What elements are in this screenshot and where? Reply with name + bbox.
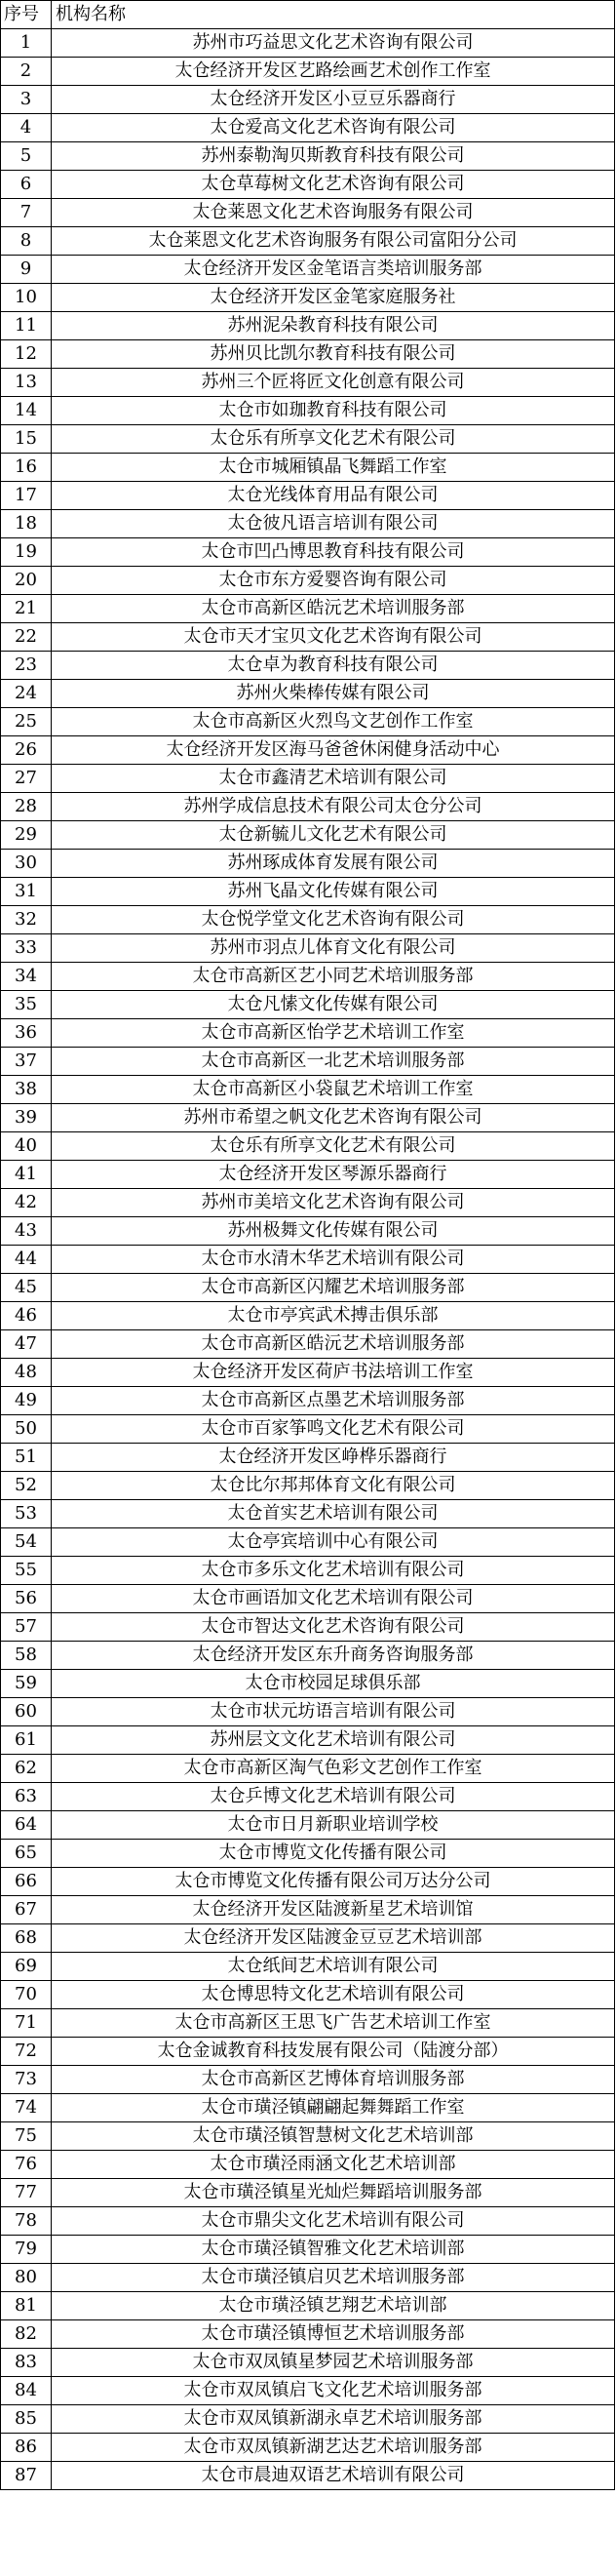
- organization-name-cell: 苏州贝比凯尔教育科技有限公司: [52, 340, 615, 369]
- serial-number-cell: 56: [1, 1585, 52, 1613]
- table-row: [1, 1302, 615, 1330]
- table-row: [1, 1670, 615, 1698]
- organization-name-cell: 太仓乐有所享文化艺术有限公司: [52, 1132, 615, 1161]
- organization-name-cell: 太仓市水清木华艺术培训有限公司: [52, 1246, 615, 1274]
- serial-number-cell: 37: [1, 1048, 52, 1076]
- organization-name-cell: 苏州层文文化艺术培训有限公司: [52, 1726, 615, 1755]
- organization-name-cell: 太仓市高新区一北艺术培训服务部: [52, 1048, 615, 1076]
- serial-number-cell: 35: [1, 991, 52, 1019]
- organization-name-cell: 太仓市博览文化传播有限公司万达分公司: [52, 1868, 615, 1896]
- serial-number-cell: 44: [1, 1246, 52, 1274]
- table-row: [1, 29, 615, 58]
- serial-number-cell: 55: [1, 1557, 52, 1585]
- organization-name-cell: 太仓经济开发区琴源乐器商行: [52, 1161, 615, 1189]
- organization-name-cell: 太仓经济开发区金笔家庭服务社: [52, 284, 615, 312]
- table-row: [1, 1953, 615, 1981]
- table-row: [1, 114, 615, 142]
- organization-name-cell: 太仓市凹凸博思教育科技有限公司: [52, 538, 615, 567]
- table-row: [1, 1981, 615, 2009]
- table-row: [1, 1642, 615, 1670]
- serial-number-cell: 26: [1, 736, 52, 765]
- table-row: [1, 1924, 615, 1953]
- serial-number-cell: 43: [1, 1217, 52, 1246]
- table-row: [1, 1274, 615, 1302]
- serial-number-cell: 1: [1, 29, 52, 58]
- organization-name-cell: 太仓市画语加文化艺术培训有限公司: [52, 1585, 615, 1613]
- table-row: [1, 1246, 615, 1274]
- serial-number-cell: 76: [1, 2151, 52, 2179]
- organization-name-cell: 太仓乐有所享文化艺术有限公司: [52, 425, 615, 454]
- table-row: [1, 1048, 615, 1076]
- table-row: [1, 2434, 615, 2462]
- organization-name-cell: 太仓市璜泾镇艺翔艺术培训部: [52, 2292, 615, 2320]
- organization-name-cell: 太仓市璜泾镇智慧树文化艺术培训部: [52, 2122, 615, 2151]
- table-row: [1, 510, 615, 538]
- organization-name-cell: 太仓比尔邦邦体育文化有限公司: [52, 1472, 615, 1500]
- serial-number-cell: 53: [1, 1500, 52, 1528]
- table-row: [1, 199, 615, 227]
- table-row: [1, 1359, 615, 1387]
- table-row: [1, 425, 615, 454]
- table-row: [1, 595, 615, 623]
- table-row: [1, 652, 615, 680]
- serial-number-cell: 31: [1, 878, 52, 906]
- serial-number-cell: 49: [1, 1387, 52, 1415]
- serial-number-cell: 32: [1, 906, 52, 934]
- organization-name-cell: 太仓彼凡语言培训有限公司: [52, 510, 615, 538]
- organization-name-cell: 太仓悦学堂文化艺术咨询有限公司: [52, 906, 615, 934]
- table-row: [1, 1840, 615, 1868]
- serial-number-cell: 46: [1, 1302, 52, 1330]
- organization-name-cell: 太仓经济开发区陆渡新星艺术培训馆: [52, 1896, 615, 1924]
- serial-number-cell: 12: [1, 340, 52, 369]
- table-row: [1, 312, 615, 340]
- serial-number-cell: 74: [1, 2094, 52, 2122]
- organization-name-cell: 太仓市璜泾镇启贝艺术培训服务部: [52, 2264, 615, 2292]
- organization-name-cell: 太仓市东方爱婴咨询有限公司: [52, 567, 615, 595]
- organization-name-cell: 太仓首实艺术培训有限公司: [52, 1500, 615, 1528]
- organization-name-cell: 太仓经济开发区陆渡金豆豆艺术培训部: [52, 1924, 615, 1953]
- serial-number-cell: 77: [1, 2179, 52, 2207]
- serial-number-cell: 62: [1, 1755, 52, 1783]
- table-row: [1, 793, 615, 821]
- serial-number-cell: 40: [1, 1132, 52, 1161]
- organization-name-cell: 太仓经济开发区荷庐书法培训工作室: [52, 1359, 615, 1387]
- organization-name-cell: 太仓市高新区淘气色彩文艺创作工作室: [52, 1755, 615, 1783]
- serial-number-cell: 50: [1, 1415, 52, 1444]
- organization-name-cell: 太仓市高新区皓沅艺术培训服务部: [52, 595, 615, 623]
- serial-number-cell: 10: [1, 284, 52, 312]
- table-row: [1, 1500, 615, 1528]
- organization-name-cell: 苏州市巧益思文化艺术咨询有限公司: [52, 29, 615, 58]
- table-row: [1, 963, 615, 991]
- serial-number-cell: 57: [1, 1613, 52, 1642]
- serial-number-cell: 58: [1, 1642, 52, 1670]
- organization-name-cell: 太仓市状元坊语言培训有限公司: [52, 1698, 615, 1726]
- serial-number-cell: 4: [1, 114, 52, 142]
- serial-number-cell: 20: [1, 567, 52, 595]
- header-organization-name: 机构名称: [52, 1, 615, 29]
- serial-number-cell: 19: [1, 538, 52, 567]
- table-row: [1, 1472, 615, 1500]
- serial-number-cell: 69: [1, 1953, 52, 1981]
- table-row: [1, 1698, 615, 1726]
- table-row: [1, 1783, 615, 1811]
- organization-name-cell: 苏州极舞文化传媒有限公司: [52, 1217, 615, 1246]
- organization-name-cell: 太仓经济开发区艺路绘画艺术创作工作室: [52, 58, 615, 86]
- organization-name-cell: 太仓纸间艺术培训有限公司: [52, 1953, 615, 1981]
- organization-name-cell: 太仓市璜泾雨涵文化艺术培训部: [52, 2151, 615, 2179]
- serial-number-cell: 7: [1, 199, 52, 227]
- organization-name-cell: 苏州市羽点儿体育文化有限公司: [52, 934, 615, 963]
- organization-name-cell: 太仓市璜泾镇翩翩起舞舞蹈工作室: [52, 2094, 615, 2122]
- organization-name-cell: 太仓爱高文化艺术咨询有限公司: [52, 114, 615, 142]
- organization-name-cell: 太仓草莓树文化艺术咨询有限公司: [52, 171, 615, 199]
- table-row: [1, 2179, 615, 2207]
- table-row: [1, 1217, 615, 1246]
- organization-name-cell: 太仓市鑫清艺术培训有限公司: [52, 765, 615, 793]
- serial-number-cell: 85: [1, 2405, 52, 2434]
- table-row: [1, 2377, 615, 2405]
- organization-name-cell: 苏州琢成体育发展有限公司: [52, 850, 615, 878]
- serial-number-cell: 42: [1, 1189, 52, 1217]
- table-row: [1, 397, 615, 425]
- table-row: [1, 736, 615, 765]
- table-row: [1, 1868, 615, 1896]
- serial-number-cell: 51: [1, 1444, 52, 1472]
- serial-number-cell: 38: [1, 1076, 52, 1104]
- serial-number-cell: 39: [1, 1104, 52, 1132]
- organization-name-cell: 太仓市晨迪双语艺术培训有限公司: [52, 2462, 615, 2490]
- organization-name-cell: 太仓博思特文化艺术培训有限公司: [52, 1981, 615, 2009]
- serial-number-cell: 83: [1, 2349, 52, 2377]
- serial-number-cell: 70: [1, 1981, 52, 2009]
- table-row: [1, 1387, 615, 1415]
- table-row: [1, 227, 615, 256]
- table-row: [1, 256, 615, 284]
- organization-name-cell: 太仓市高新区火烈鸟文艺创作工作室: [52, 708, 615, 736]
- table-row: [1, 1415, 615, 1444]
- organization-name-cell: 太仓莱恩文化艺术咨询服务有限公司: [52, 199, 615, 227]
- table-row: [1, 2320, 615, 2349]
- table-row: [1, 1585, 615, 1613]
- serial-number-cell: 68: [1, 1924, 52, 1953]
- serial-number-cell: 41: [1, 1161, 52, 1189]
- organization-name-cell: 苏州市希望之帆文化艺术咨询有限公司: [52, 1104, 615, 1132]
- organization-name-cell: 太仓市璜泾镇星光灿烂舞蹈培训服务部: [52, 2179, 615, 2207]
- header-serial-number: 序号: [1, 1, 52, 29]
- organization-name-cell: 太仓市高新区艺博体育培训服务部: [52, 2066, 615, 2094]
- organization-name-cell: 太仓市双凤镇新湖艺达艺术培训服务部: [52, 2434, 615, 2462]
- organization-name-cell: 苏州学成信息技术有限公司太仓分公司: [52, 793, 615, 821]
- table-row: [1, 567, 615, 595]
- table-row: [1, 86, 615, 114]
- serial-number-cell: 15: [1, 425, 52, 454]
- table-row: [1, 623, 615, 652]
- table-row: [1, 538, 615, 567]
- table-row: [1, 2094, 615, 2122]
- organization-name-cell: 太仓凡愫文化传媒有限公司: [52, 991, 615, 1019]
- serial-number-cell: 8: [1, 227, 52, 256]
- serial-number-cell: 71: [1, 2009, 52, 2038]
- table-row: [1, 1076, 615, 1104]
- organization-name-cell: 太仓亭宾培训中心有限公司: [52, 1528, 615, 1557]
- organization-name-cell: 太仓市高新区闪耀艺术培训服务部: [52, 1274, 615, 1302]
- table-row: [1, 680, 615, 708]
- header-row: [1, 1, 615, 29]
- organization-name-cell: 太仓市城厢镇晶飞舞蹈工作室: [52, 454, 615, 482]
- table-row: [1, 2349, 615, 2377]
- table-row: [1, 934, 615, 963]
- organization-name-cell: 太仓市双凤镇启飞文化艺术培训服务部: [52, 2377, 615, 2405]
- serial-number-cell: 11: [1, 312, 52, 340]
- serial-number-cell: 3: [1, 86, 52, 114]
- organization-name-cell: 太仓经济开发区峥桦乐器商行: [52, 1444, 615, 1472]
- organization-name-cell: 苏州三个匠将匠文化创意有限公司: [52, 369, 615, 397]
- serial-number-cell: 27: [1, 765, 52, 793]
- serial-number-cell: 64: [1, 1811, 52, 1840]
- serial-number-cell: 9: [1, 256, 52, 284]
- organization-name-cell: 太仓市高新区王思飞广告艺术培训工作室: [52, 2009, 615, 2038]
- table-row: [1, 1104, 615, 1132]
- table-row: [1, 878, 615, 906]
- serial-number-cell: 2: [1, 58, 52, 86]
- organization-name-cell: 太仓市多乐文化艺术培训有限公司: [52, 1557, 615, 1585]
- organization-name-cell: 太仓金诚教育科技发展有限公司（陆渡分部）: [52, 2038, 615, 2066]
- organization-name-cell: 太仓市高新区艺小同艺术培训服务部: [52, 963, 615, 991]
- organization-name-cell: 太仓市双凤镇星梦园艺术培训服务部: [52, 2349, 615, 2377]
- serial-number-cell: 21: [1, 595, 52, 623]
- table-row: [1, 1613, 615, 1642]
- table-row: [1, 2236, 615, 2264]
- serial-number-cell: 5: [1, 142, 52, 171]
- serial-number-cell: 13: [1, 369, 52, 397]
- table-row: [1, 1726, 615, 1755]
- serial-number-cell: 81: [1, 2292, 52, 2320]
- organization-name-cell: 太仓市天才宝贝文化艺术咨询有限公司: [52, 623, 615, 652]
- organization-name-cell: 太仓市日月新职业培训学校: [52, 1811, 615, 1840]
- table-row: [1, 2292, 615, 2320]
- serial-number-cell: 34: [1, 963, 52, 991]
- serial-number-cell: 61: [1, 1726, 52, 1755]
- serial-number-cell: 67: [1, 1896, 52, 1924]
- organization-name-cell: 太仓市高新区点墨艺术培训服务部: [52, 1387, 615, 1415]
- table-row: [1, 171, 615, 199]
- table-row: [1, 142, 615, 171]
- serial-number-cell: 73: [1, 2066, 52, 2094]
- organization-name-cell: 苏州飞晶文化传媒有限公司: [52, 878, 615, 906]
- table-row: [1, 2264, 615, 2292]
- serial-number-cell: 84: [1, 2377, 52, 2405]
- organization-name-cell: 太仓市璜泾镇智雅文化艺术培训部: [52, 2236, 615, 2264]
- table-row: [1, 1528, 615, 1557]
- serial-number-cell: 25: [1, 708, 52, 736]
- table-row: [1, 2009, 615, 2038]
- organization-name-cell: 苏州泰勒淘贝斯教育科技有限公司: [52, 142, 615, 171]
- serial-number-cell: 30: [1, 850, 52, 878]
- organization-name-cell: 太仓乒博文化艺术培训有限公司: [52, 1783, 615, 1811]
- table-row: [1, 821, 615, 850]
- organization-name-cell: 苏州市美培文化艺术咨询有限公司: [52, 1189, 615, 1217]
- table-row: [1, 1811, 615, 1840]
- table-row: [1, 1019, 615, 1048]
- table-row: [1, 2207, 615, 2236]
- serial-number-cell: 82: [1, 2320, 52, 2349]
- serial-number-cell: 22: [1, 623, 52, 652]
- table-row: [1, 2405, 615, 2434]
- table-body: [1, 29, 615, 2490]
- serial-number-cell: 47: [1, 1330, 52, 1359]
- organization-name-cell: 太仓经济开发区海马爸爸休闲健身活动中心: [52, 736, 615, 765]
- serial-number-cell: 18: [1, 510, 52, 538]
- serial-number-cell: 63: [1, 1783, 52, 1811]
- serial-number-cell: 36: [1, 1019, 52, 1048]
- table-row: [1, 1161, 615, 1189]
- table-row: [1, 369, 615, 397]
- table-row: [1, 1755, 615, 1783]
- organization-name-cell: 太仓市百家筝鸣文化艺术有限公司: [52, 1415, 615, 1444]
- table-row: [1, 991, 615, 1019]
- serial-number-cell: 29: [1, 821, 52, 850]
- serial-number-cell: 78: [1, 2207, 52, 2236]
- serial-number-cell: 65: [1, 1840, 52, 1868]
- organization-name-cell: 太仓市高新区皓沅艺术培训服务部: [52, 1330, 615, 1359]
- serial-number-cell: 72: [1, 2038, 52, 2066]
- serial-number-cell: 45: [1, 1274, 52, 1302]
- organization-name-cell: 太仓经济开发区小豆豆乐器商行: [52, 86, 615, 114]
- organization-name-cell: 苏州火柴棒传媒有限公司: [52, 680, 615, 708]
- serial-number-cell: 6: [1, 171, 52, 199]
- table-row: [1, 906, 615, 934]
- serial-number-cell: 23: [1, 652, 52, 680]
- table-row: [1, 1557, 615, 1585]
- table-row: [1, 340, 615, 369]
- table-row: [1, 1132, 615, 1161]
- table-row: [1, 708, 615, 736]
- serial-number-cell: 66: [1, 1868, 52, 1896]
- organization-name-cell: 太仓市博览文化传播有限公司: [52, 1840, 615, 1868]
- organization-name-cell: 太仓市高新区怡学艺术培训工作室: [52, 1019, 615, 1048]
- serial-number-cell: 87: [1, 2462, 52, 2490]
- serial-number-cell: 28: [1, 793, 52, 821]
- table-row: [1, 1189, 615, 1217]
- serial-number-cell: 79: [1, 2236, 52, 2264]
- serial-number-cell: 60: [1, 1698, 52, 1726]
- serial-number-cell: 24: [1, 680, 52, 708]
- organization-name-cell: 太仓市如珈教育科技有限公司: [52, 397, 615, 425]
- table-row: [1, 2066, 615, 2094]
- table-row: [1, 1896, 615, 1924]
- serial-number-cell: 80: [1, 2264, 52, 2292]
- table-row: [1, 850, 615, 878]
- organization-name-cell: 太仓市亭宾武术搏击俱乐部: [52, 1302, 615, 1330]
- table-row: [1, 2462, 615, 2490]
- table-row: [1, 454, 615, 482]
- organization-name-cell: 太仓新毓儿文化艺术有限公司: [52, 821, 615, 850]
- organization-name-cell: 太仓市智达文化艺术咨询有限公司: [52, 1613, 615, 1642]
- table-row: [1, 482, 615, 510]
- organization-name-cell: 太仓市高新区小袋鼠艺术培训工作室: [52, 1076, 615, 1104]
- serial-number-cell: 52: [1, 1472, 52, 1500]
- organization-name-cell: 太仓莱恩文化艺术咨询服务有限公司富阳分公司: [52, 227, 615, 256]
- table-row: [1, 2038, 615, 2066]
- organization-name-cell: 太仓市双凤镇新湖永卓艺术培训服务部: [52, 2405, 615, 2434]
- table-row: [1, 1330, 615, 1359]
- serial-number-cell: 33: [1, 934, 52, 963]
- table-row: [1, 2151, 615, 2179]
- serial-number-cell: 16: [1, 454, 52, 482]
- serial-number-cell: 17: [1, 482, 52, 510]
- table-row: [1, 284, 615, 312]
- organization-name-cell: 太仓经济开发区东升商务咨询服务部: [52, 1642, 615, 1670]
- serial-number-cell: 59: [1, 1670, 52, 1698]
- serial-number-cell: 48: [1, 1359, 52, 1387]
- table-row: [1, 765, 615, 793]
- table-row: [1, 58, 615, 86]
- table-row: [1, 1444, 615, 1472]
- organization-name-cell: 太仓市校园足球俱乐部: [52, 1670, 615, 1698]
- organization-name-cell: 太仓市璜泾镇博恒艺术培训服务部: [52, 2320, 615, 2349]
- organization-name-cell: 太仓光线体育用品有限公司: [52, 482, 615, 510]
- serial-number-cell: 86: [1, 2434, 52, 2462]
- table-row: [1, 2122, 615, 2151]
- organization-name-cell: 苏州泥朵教育科技有限公司: [52, 312, 615, 340]
- serial-number-cell: 75: [1, 2122, 52, 2151]
- serial-number-cell: 14: [1, 397, 52, 425]
- organization-name-cell: 太仓经济开发区金笔语言类培训服务部: [52, 256, 615, 284]
- organization-name-cell: 太仓卓为教育科技有限公司: [52, 652, 615, 680]
- serial-number-cell: 54: [1, 1528, 52, 1557]
- organization-name-cell: 太仓市鼎尖文化艺术培训有限公司: [52, 2207, 615, 2236]
